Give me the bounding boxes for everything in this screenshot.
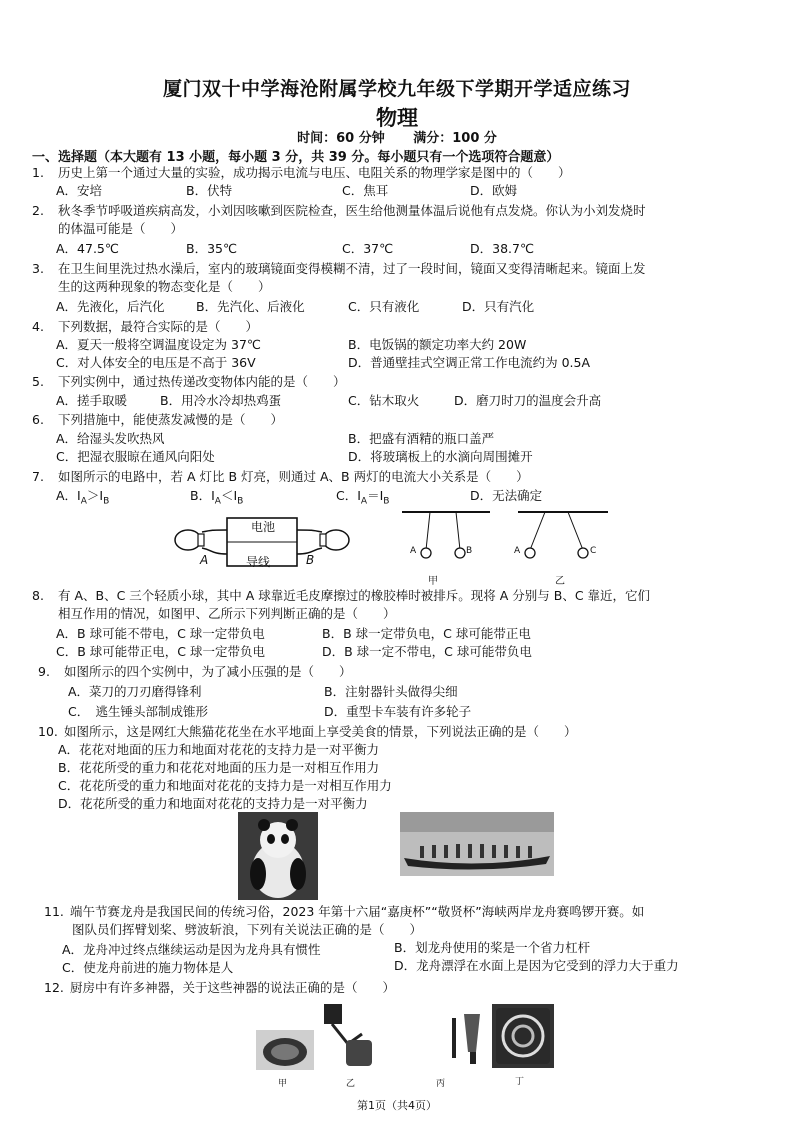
wire-right-top	[297, 530, 322, 532]
option: D．普通壁挂式空调正常工作电流约为 0.5A	[348, 355, 591, 370]
figure-jia-caption: 甲	[428, 576, 438, 587]
question-12-stem: 12. 厨房中有许多神器，关于这些神器的说法正确的是（ ）	[44, 980, 396, 995]
kettle-icon	[318, 1004, 378, 1070]
option: B．划龙舟使用的桨是一个省力杠杆	[394, 940, 591, 955]
dragon-boat-icon	[400, 812, 554, 876]
thread-b	[456, 512, 460, 550]
option: C．花花所受的重力和地面对花花的支持力是一对相互作用力	[58, 778, 392, 793]
option: A．龙舟冲过终点继续运动是因为龙舟具有惯性	[62, 942, 321, 957]
option: A．B 球可能不带电，C 球一定带负电	[56, 626, 265, 641]
option: D．欧姆	[470, 183, 518, 198]
question-1-stem: 1. 历史上第一个通过大量的实验，成功揭示电流与电压、电阻关系的物理学家是图中的（ ）	[32, 165, 571, 180]
exam-title: 厦门双十中学海沧附属学校九年级下学期开学适应练习	[162, 78, 631, 100]
option: C．对人体安全的电压是不高于 36V	[56, 355, 256, 370]
option: B．先汽化、后液化	[196, 299, 305, 314]
stove-icon	[492, 1004, 554, 1068]
pan-icon	[256, 1030, 314, 1070]
question-7-stem: 7. 如图所示的电路中，若 A 灯比 B 灯亮，则通过 A、B 两灯的电流大小关系是（ ）	[32, 469, 529, 484]
knife-icon	[446, 1008, 490, 1066]
bulb-b-label: B	[306, 553, 315, 567]
ball-b-label: B	[466, 546, 473, 556]
exam-meta	[0, 127, 794, 146]
dragon-boat-photo	[400, 812, 554, 876]
option: A．搓手取暖	[56, 393, 128, 408]
kitchen-tool-jia-image	[256, 1030, 314, 1070]
option: B．用冷水冷却热鸡蛋	[160, 393, 282, 408]
option: C．使龙舟前进的施力物体是人	[62, 960, 234, 975]
option: D．磨刀时刀的温度会升高	[454, 393, 602, 408]
option: C．只有液化	[348, 299, 420, 314]
caption-yi: 乙	[346, 1079, 356, 1089]
question-8-stem-cont: 相互作用的情况，如图甲、乙所示下列判断正确的是（ ）	[58, 606, 396, 621]
bulb-b-base	[320, 534, 326, 546]
option: C．焦耳	[342, 183, 389, 198]
option: A．夏天一般将空调温度设定为 37℃	[56, 337, 261, 352]
kitchen-tool-bing-image	[446, 1008, 490, 1066]
option: C． 逃生锤头部制成锥形	[68, 704, 208, 719]
question-3-stem-cont: 生的这两种现象的物态变化是（ ）	[58, 279, 271, 294]
kitchen-tool-yi-image	[318, 1004, 378, 1070]
bulb-a	[175, 530, 201, 550]
option: D．重型卡车装有许多轮子	[324, 704, 472, 719]
option: A．安培	[56, 183, 103, 198]
caption-jia: 甲	[278, 1079, 288, 1089]
bulb-a-base	[198, 534, 204, 546]
ball-c-label: C	[590, 546, 597, 556]
caption-bing: 丙	[436, 1079, 446, 1089]
option: C．$I_A=I_B$	[336, 488, 390, 507]
kitchen-tool-ding-image	[492, 1004, 554, 1068]
option: A．给湿头发吹热风	[56, 431, 165, 446]
question-11-stem-cont: 图队员们挥臂划桨、劈波斩浪，下列有关说法正确的是（ ）	[72, 922, 423, 937]
option: B．B 球一定带负电，C 球可能带正电	[322, 626, 531, 641]
option: C．钻木取火	[348, 393, 420, 408]
q8-balls-figure	[400, 508, 610, 570]
option: D．将玻璃板上的水滴向周围摊开	[348, 449, 533, 464]
bulb-a-label: A	[200, 553, 209, 567]
exam-time: 时间：60 分钟	[297, 131, 385, 146]
ball-a2	[525, 548, 535, 558]
option: A．先液化，后汽化	[56, 299, 165, 314]
wire-label: 导线	[246, 555, 271, 569]
page-footer: 第1页（共4页）	[357, 1099, 437, 1112]
option: B．$I_A<I_B$	[190, 488, 244, 507]
option: D．B 球一定不带电，C 球可能带负电	[322, 644, 532, 659]
question-8-stem: 8. 有 A、B、C 三个轻质小球，其中 A 球靠近毛皮摩擦过的橡胶棒时被排斥。现将 A 分别与 B、C 靠近，它们	[32, 588, 651, 603]
subject-title: 物理	[376, 106, 418, 130]
option: A．菜刀的刀刃磨得锋利	[68, 684, 202, 699]
thread-a1	[426, 512, 430, 550]
wire-left-top	[202, 530, 227, 532]
ball-b	[455, 548, 465, 558]
option: B．花花所受的重力和花花对地面的压力是一对相互作用力	[58, 760, 380, 775]
ball-a1	[421, 548, 431, 558]
thread-c	[568, 512, 583, 550]
question-3-stem: 3. 在卫生间里洗过热水澡后，室内的玻璃镜面变得模糊不清，过了一段时间，镜面又变得清晰起来。镜面上发	[32, 261, 646, 276]
question-11-stem: 11. 端午节赛龙舟是我国民间的传统习俗，2023 年第十六届“嘉庚杯”“敬贤杯”海峡两岸龙舟赛鸣锣开赛。如	[44, 904, 645, 919]
option: A．花花对地面的压力和地面对花花的支持力是一对平衡力	[58, 742, 380, 757]
option: B．注射器针头做得尖细	[324, 684, 458, 699]
option: D．花花所受的重力和地面对花花的支持力是一对平衡力	[58, 796, 368, 811]
battery-label: 电池	[251, 520, 276, 534]
question-9-stem: 9. 如图所示的四个实例中，为了减小压强的是（ ）	[38, 664, 352, 679]
option: D．只有汽化	[462, 299, 535, 314]
question-2-stem: 2. 秋冬季节呼吸道疾病高发，小刘因咳嗽到医院检查，医生给他测量体温后说他有点发烧。你认为小刘发烧时	[32, 203, 646, 218]
section-heading: 一、选择题（本大题有 13 小题，每小题 3 分，共 39 分。每小题只有一个选项符合题意）	[32, 150, 560, 165]
option: B．35℃	[186, 241, 238, 256]
bulb-b	[323, 530, 349, 550]
option: B．把盛有酒精的瓶口盖严	[348, 431, 495, 446]
question-4-stem: 4. 下列数据，最符合实际的是（ ）	[32, 319, 259, 334]
option: A．$I_A>I_B$	[56, 488, 110, 507]
option: D．无法确定	[470, 488, 543, 503]
ball-c	[578, 548, 588, 558]
exam-score: 满分：100 分	[413, 131, 497, 146]
ball-a1-label: A	[410, 546, 417, 556]
question-2-stem-cont: 的体温可能是（ ）	[58, 221, 184, 236]
question-5-stem: 5. 下列实例中，通过热传递改变物体内能的是（ ）	[32, 374, 346, 389]
ball-a2-label: A	[514, 546, 521, 556]
question-10-stem: 10. 如图所示，这是网红大熊猫花花坐在水平地面上享受美食的情景，下列说法正确的是（ ）	[38, 724, 577, 739]
option: B．伏特	[186, 183, 233, 198]
figure-yi-caption: 乙	[555, 576, 565, 587]
panda-photo	[238, 812, 318, 900]
option: B．电饭锅的额定功率大约 20W	[348, 337, 527, 352]
option: A．47.5℃	[56, 241, 119, 256]
option: C．37℃	[342, 241, 394, 256]
panda-icon	[238, 812, 318, 900]
option: C．B 球可能带正电，C 球一定带负电	[56, 644, 265, 659]
option: D．38.7℃	[470, 241, 534, 256]
question-6-stem: 6. 下列措施中，能使蒸发减慢的是（ ）	[32, 412, 284, 427]
thread-a2	[530, 512, 545, 550]
caption-ding: 丁	[515, 1077, 525, 1087]
option: C．把湿衣服晾在通风向阳处	[56, 449, 215, 464]
option: D．龙舟漂浮在水面上是因为它受到的浮力大于重力	[394, 958, 679, 973]
